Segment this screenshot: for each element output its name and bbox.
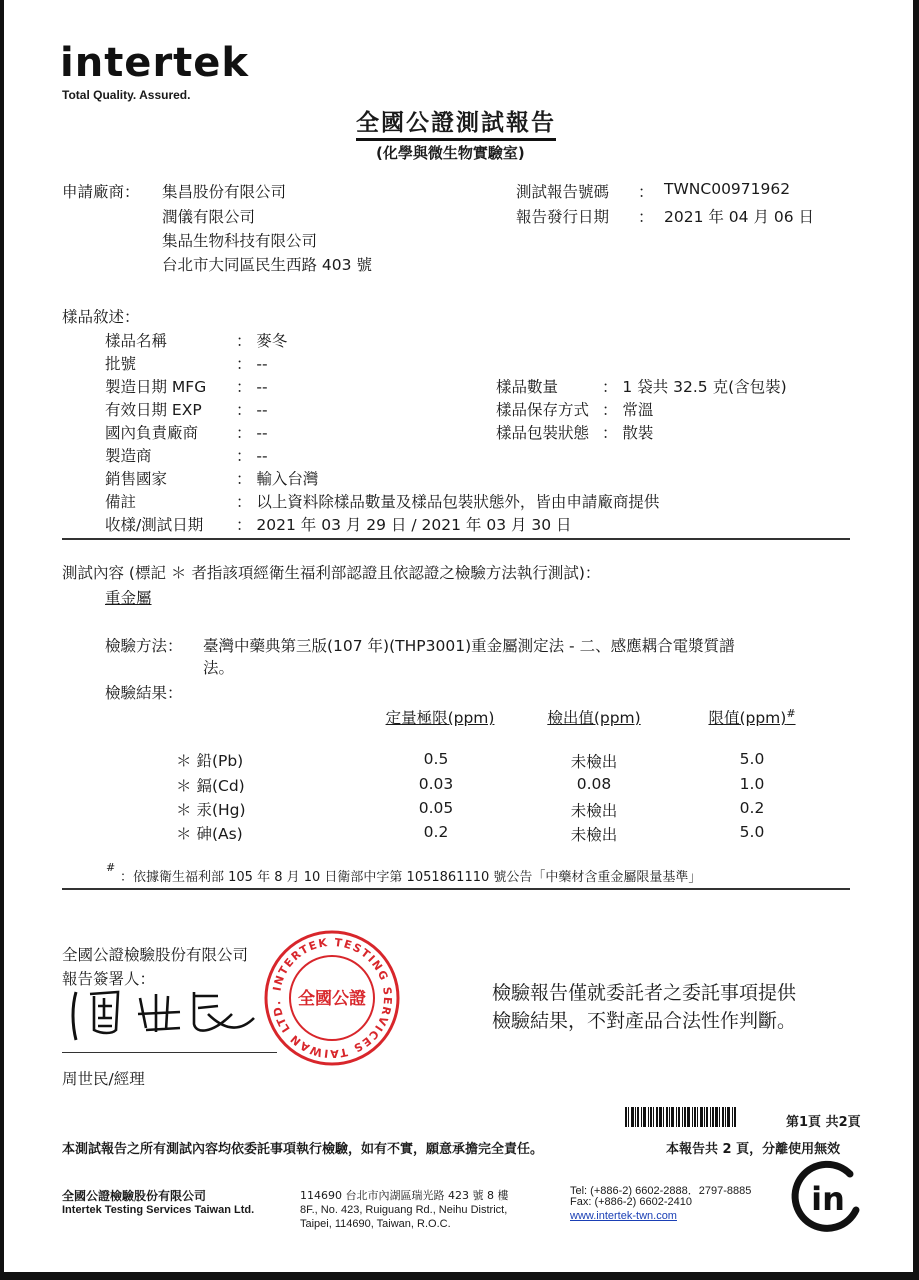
footer-address-en: 8F., No. 423, Ruiguang Rd., Neihu District, <box>300 1204 508 1216</box>
scan-border-bottom <box>0 1272 919 1280</box>
method-text: 法。 <box>203 659 235 677</box>
applicant-line: 集昌股份有限公司 <box>162 183 287 201</box>
detected-cell: 未檢出 <box>570 802 618 820</box>
report-number-label: 測試報告號碼 <box>516 183 610 201</box>
footer-address-en: Taipei, 114690, Taiwan, R.O.C. <box>300 1218 451 1230</box>
sample-field-label: 樣品數量 <box>496 378 559 396</box>
barcode <box>625 1107 778 1127</box>
signer-name-title: 周世民/經理 <box>62 1070 145 1088</box>
loq-cell: 0.05 <box>418 799 454 817</box>
signature-line <box>62 1052 277 1053</box>
analyte-name <box>176 749 243 771</box>
applicant-address: 台北市大同區民生西路 403 號 <box>162 256 372 274</box>
sample-field-label: 收樣/測試日期 <box>105 516 204 534</box>
intertek-logo: intertek <box>60 40 250 86</box>
limit-cell: 0.2 <box>739 799 765 817</box>
sample-field-value: ： -- <box>236 378 268 396</box>
limit-cell: 5.0 <box>739 750 765 768</box>
scan-border-right <box>913 0 919 1280</box>
liability-statement: 本測試報告之所有測試內容均依委託事項執行檢驗，如有不實，願意承擔完全責任。 <box>62 1142 544 1157</box>
sample-field-value: ： 常溫 <box>602 401 654 419</box>
report-subtitle: (化學與微生物實驗室) <box>376 144 525 162</box>
svg-text:in: in <box>811 1180 845 1218</box>
sample-field-label: 樣品名稱 <box>105 332 168 350</box>
analyte-label: 砷(As) <box>196 825 243 843</box>
sample-field-label: 樣品保存方式 <box>496 401 590 419</box>
sample-field-label: 有效日期 EXP <box>105 401 202 419</box>
sample-field-value: ： 麥冬 <box>236 332 288 350</box>
sample-field-value: ： 2021 年 03 月 29 日 / 2021 年 03 月 30 日 <box>236 516 572 534</box>
sample-field-value: ： -- <box>236 447 268 465</box>
footnote-marker: # <box>786 706 796 720</box>
report-title: 全國公證測試報告 <box>356 104 556 141</box>
footnote-text: ：依據衛生福利部 105 年 8 月 10 日衛部中字第 1051861110 號公告「中藥材含重金屬限量基準」 <box>120 870 702 885</box>
detected-cell: 0.08 <box>576 775 612 793</box>
analyte-label: 汞(Hg) <box>196 801 246 819</box>
limit-cell: 1.0 <box>739 775 765 793</box>
sample-remark-value: ： 以上資料除樣品數量及樣品包裝狀態外，皆由申請廠商提供 <box>236 493 660 511</box>
sample-field-label: 樣品包裝狀態 <box>496 424 590 442</box>
disclaimer-text: 檢驗結果，不對產品合法性作判斷。 <box>492 1010 797 1032</box>
loq-cell: 0.5 <box>423 750 449 768</box>
page-indicator: 第1頁 共2頁 <box>786 1115 861 1130</box>
column-header-loq: 定量極限(ppm) <box>385 709 495 727</box>
sample-field-value: ： -- <box>236 355 268 373</box>
column-header-limit-text: 限值(ppm) <box>708 709 787 727</box>
scan-border-left <box>0 0 4 1280</box>
column-header-detected: 檢出值(ppm) <box>547 709 641 727</box>
detected-cell: 未檢出 <box>570 826 618 844</box>
column-header-limit <box>668 706 836 728</box>
analyte-label: 鉛(Pb) <box>196 752 244 770</box>
sample-field-value: ： -- <box>236 424 268 442</box>
page-count-note: 本報告共 2 頁，分離使用無效 <box>666 1142 841 1157</box>
footer-fax: Fax: (+886-2) 6602-2410 <box>570 1196 692 1208</box>
analyte-name <box>176 798 246 820</box>
company-seal-stamp <box>262 928 402 1068</box>
method-label: 檢驗方法： <box>105 637 183 655</box>
limit-cell: 5.0 <box>739 823 765 841</box>
sample-heading: 樣品敘述： <box>62 308 140 326</box>
section-divider <box>62 888 850 890</box>
sample-field-label: 國內負責廠商 <box>105 424 199 442</box>
applicant-line: 集品生物科技有限公司 <box>162 232 318 250</box>
footer-company-en: Intertek Testing Services Taiwan Ltd. <box>62 1204 255 1216</box>
company-name: 全國公證檢驗股份有限公司 <box>62 946 249 964</box>
svg-text:全國公證: 全國公證 <box>298 989 366 1009</box>
handwritten-signature <box>62 984 262 1044</box>
issue-date-value: 2021 年 04 月 06 日 <box>664 208 815 226</box>
sample-field-label: 銷售國家 <box>105 470 168 488</box>
svg-text:INTERTEK TESTING SERVICES TAIW: INTERTEK TESTING SERVICES TAIWAN LTD. <box>269 935 395 1061</box>
disclaimer-text: 檢驗報告僅就委託者之委託事項提供 <box>492 982 797 1004</box>
issue-date-label: 報告發行日期 <box>516 208 610 226</box>
footer-company-zh: 全國公證檢驗股份有限公司 <box>62 1189 207 1203</box>
test-category: 重金屬 <box>105 589 152 607</box>
loq-cell: 0.03 <box>418 775 454 793</box>
sample-field-value: ： 輸入台灣 <box>236 470 319 488</box>
sample-field-label: 製造日期 MFG <box>105 378 207 396</box>
applicant-line: 潤儀有限公司 <box>162 208 256 226</box>
loq-cell: 0.2 <box>423 823 449 841</box>
report-number-value: TWNC00971962 <box>664 180 791 198</box>
accredited-mark: ＊ <box>176 752 192 770</box>
sample-field-label: 批號 <box>105 355 137 373</box>
logo-tagline: Total Quality. Assured. <box>62 88 191 102</box>
accredited-mark: ＊ <box>176 777 192 795</box>
applicant-label: 申請廠商： <box>62 183 140 201</box>
sample-field-label: 製造商 <box>105 447 152 465</box>
analyte-name <box>176 774 245 796</box>
detected-cell: 未檢出 <box>570 753 618 771</box>
signer-label: 報告簽署人： <box>62 970 156 988</box>
footnote-marker: # <box>106 861 116 874</box>
test-content-heading: 測試內容 (標記 ＊ 者指該項經衛生福利部認證且依認證之檢驗方法執行測試)： <box>62 564 601 582</box>
footer-tel: Tel: (+886-2) 6602-2888．2797-8885 <box>570 1185 752 1197</box>
footer-website-link[interactable]: www.intertek-twn.com <box>570 1210 677 1222</box>
intertek-circle-icon <box>788 1158 868 1238</box>
section-divider <box>62 538 850 540</box>
sample-field-value: ： 散裝 <box>602 424 654 442</box>
accredited-mark: ＊ <box>176 825 192 843</box>
analyte-name <box>176 822 243 844</box>
method-text: 臺灣中藥典第三版(107 年)(THP3001)重金屬測定法 - 二、感應耦合電漿質譜 <box>203 637 735 655</box>
accredited-mark: ＊ <box>176 801 192 819</box>
result-label: 檢驗結果： <box>105 684 183 702</box>
colon: ： <box>638 183 654 201</box>
footer-address-zh: 114690 台北市內湖區瑞光路 423 號 8 樓 <box>300 1189 509 1202</box>
colon: ： <box>638 208 654 226</box>
analyte-label: 鎘(Cd) <box>196 777 245 795</box>
sample-field-value: ： -- <box>236 401 268 419</box>
sample-field-value: ： 1 袋共 32.5 克(含包裝) <box>602 378 787 396</box>
sample-field-label: 備註 <box>105 493 137 511</box>
